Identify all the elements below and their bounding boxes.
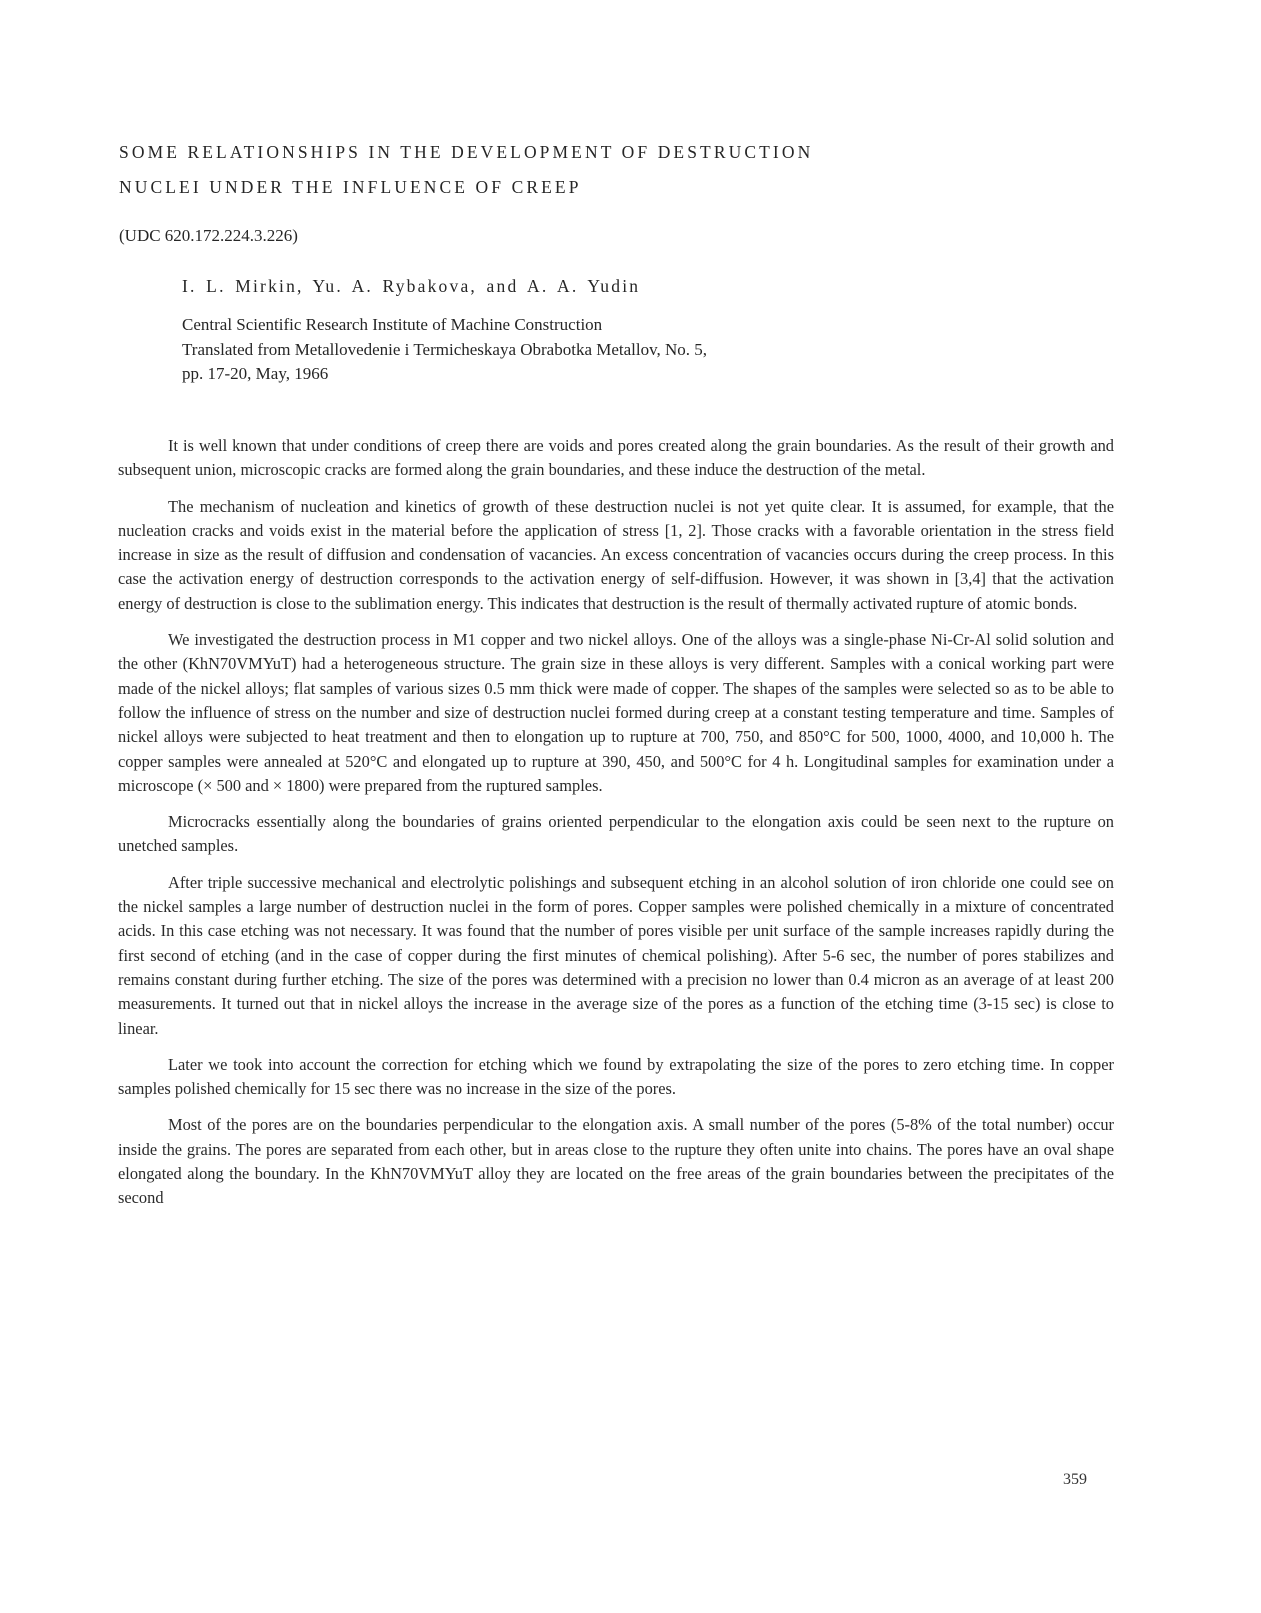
body-paragraph: Microcracks essentially along the boundaries of grains oriented perpendicular to the elongation axis could be seen next to the rupture on unetched samples. (118, 812, 1114, 856)
affiliation-block (182, 313, 707, 387)
page-number: 359 (1063, 1471, 1087, 1488)
body-paragraph: We investigated the destruction process in M1 copper and two nickel alloys. One of the alloys was a single-phase Ni-Cr-Al solid solution and the other (KhN70VMYuT) had a heterogeneous structure. The grain size in these alloys is very different. Samples with a conical working part were made of the nickel alloys; flat samples of various sizes 0.5 mm thick were made of copper. The shapes of the samples were selected so as to be able to follow the influence of stress on the number and size of destruction nuclei formed during creep at a constant testing temperature and time. Samples of nickel alloys were subjected to heat treatment and then to elongation up to rupture at 700, 750, and 850°C for 500, 1000, 4000, and 10,000 h. The copper samples were annealed at 520°C and elongated up to rupture at 390, 450, and 500°C for 4 h. Longitudinal samples for examination under a microscope (× 500 and × 1800) were prepared from the ruptured samples. (118, 630, 1114, 795)
body-paragraph: After triple successive mechanical and electrolytic polishings and subsequent etching in an alcohol solution of iron chloride one could see on the nickel samples a large number of destruction nuclei in the form of pores. Copper samples were polished chemically in a mixture of concentrated acids. In this case etching was not necessary. It was found that the number of pores visible per unit surface of the sample increases rapidly during the first second of etching (and in the case of copper during the first minutes of chemical polishing). After 5-6 sec, the number of pores stabilizes and remains constant during further etching. The size of the pores was determined with a precision no lower than 0.4 micron as an average of at least 200 measurements. It turned out that in nickel alloys the increase in the average size of the pores as a function of the etching time (3-15 sec) is close to linear. (118, 872, 1114, 1038)
body-paragraph: Most of the pores are on the boundaries perpendicular to the elongation axis. A small number of the pores (5-8% of the total number) occur inside the grains. The pores are separated from each other, but in areas close to the rupture they often unite into chains. The pores have an oval shape elongated along the boundary. In the KhN70VMYuT alloy they are located on the free areas of the grain boundaries between the precipitates of the second (118, 1115, 1114, 1208)
pages-date-line: pp. 17-20, May, 1966 (182, 364, 329, 383)
udc-code: (UDC 620.172.224.3.226) (119, 226, 298, 245)
affiliation-line: Central Scientific Research Institute of Machine Construction (182, 315, 603, 334)
body-paragraph: It is well known that under conditions of creep there are voids and pores created along the grain boundaries. As the result of their growth and subsequent union, microscopic cracks are formed along the grain boundaries, and these induce the destruction of the metal. (118, 436, 1114, 480)
body-paragraph: Later we took into account the correction for etching which we found by extrapolating the size of the pores to zero etching time. In copper samples polished chemically for 15 sec there was no increase in the size of the pores. (118, 1054, 1114, 1099)
article-title-line-1: SOME RELATIONSHIPS IN THE DEVELOPMENT OF DESTRUCTION (119, 142, 814, 162)
article-title-line-2: NUCLEI UNDER THE INFLUENCE OF CREEP (119, 177, 582, 197)
body-paragraph: The mechanism of nucleation and kinetics of growth of these destruction nuclei is not yet quite clear. It is assumed, for example, that the nucleation cracks and voids exist in the material before the application of stress [1, 2]. Those cracks with a favorable orientation in the stress field increase in size as the result of diffusion and condensation of vacancies. An excess concentration of vacancies occurs during the creep process. In this case the activation energy of destruction corresponds to the activation energy of self-diffusion. However, it was shown in [3,4] that the activation energy of destruction is close to the sublimation energy. This indicates that destruction is the result of thermally activated rupture of atomic bonds. (118, 496, 1114, 613)
article-body (118, 434, 1114, 1223)
translation-source-line: Translated from Metallovedenie i Termicheskaya Obrabotka Metallov, No. 5, (182, 339, 708, 359)
author-list: I. L. Mirkin, Yu. A. Rybakova, and A. A. Yudin (182, 276, 641, 296)
